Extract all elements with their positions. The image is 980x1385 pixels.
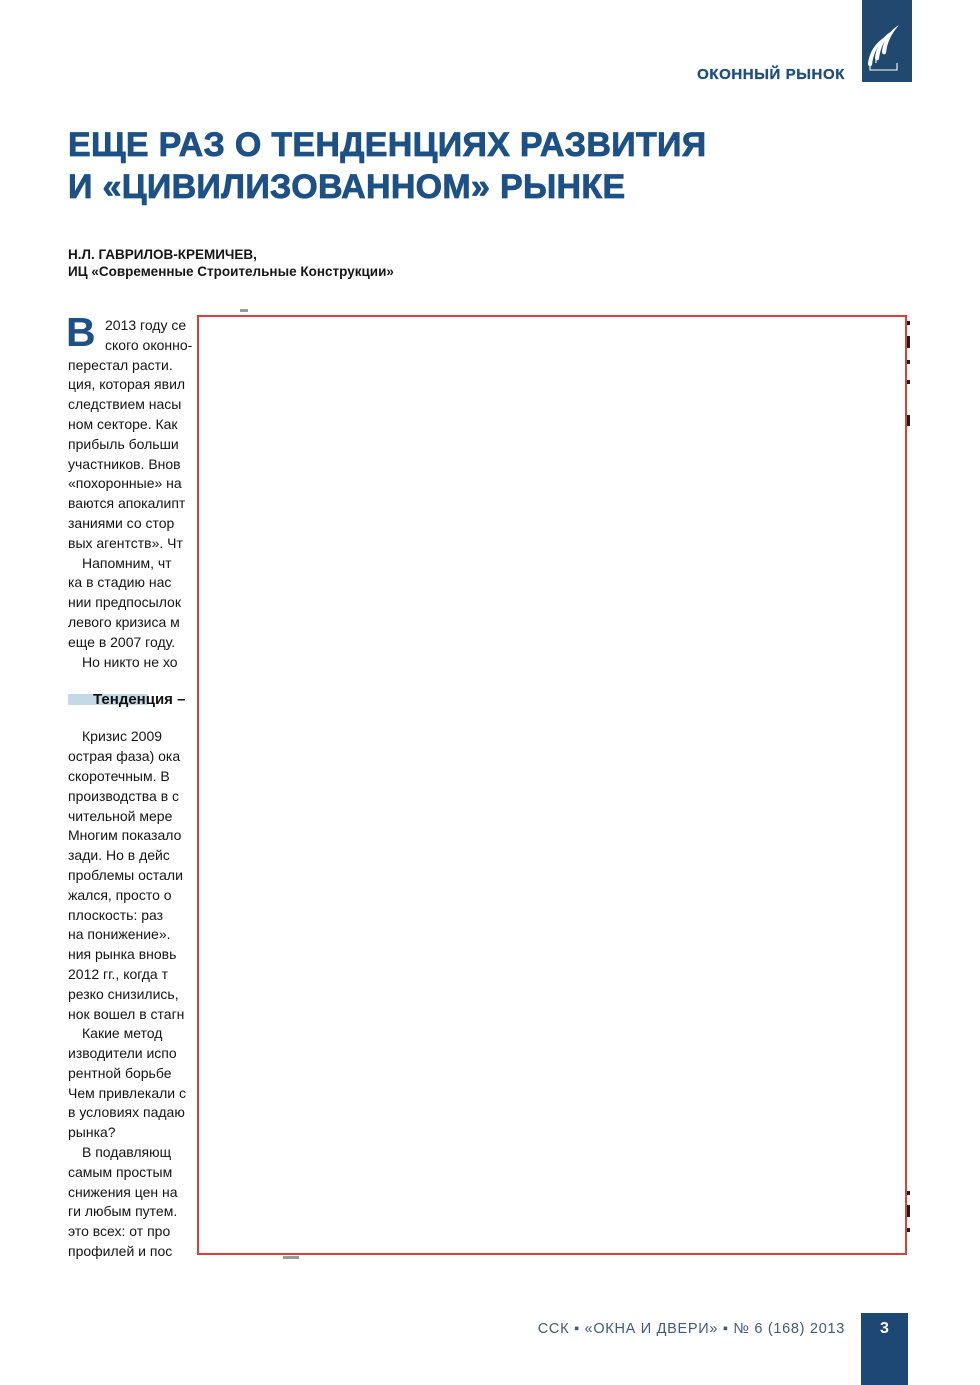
covered-text-fragment [907,415,910,426]
article-line: Многим показало [68,827,182,844]
article-line: левого кризиса м [68,613,180,630]
drop-cap: В [66,309,96,355]
article-line: рентной борьбе [68,1064,172,1081]
article-line: «похоронные» на [68,475,182,492]
article-line: Но никто не хо [82,653,178,670]
covered-text-fragment [907,321,910,325]
article-line: 2013 году се [105,317,187,333]
article-line: ваются апокалипт [68,495,186,512]
article-line: на понижение». [68,926,171,943]
article-line: 2012 гг., когда т [68,965,169,982]
article-line: вых агентств». Чт [68,534,183,551]
article-line: ция, которая явил [68,376,186,393]
article-title-line1: ЕЩЕ РАЗ О ТЕНДЕНЦИЯХ РАЗВИТИЯ [68,126,707,164]
article-line: еще в 2007 году. [68,633,176,650]
article-line: жался, просто о [68,886,172,903]
author-name: Н.Л. ГАВРИЛОВ-КРЕМИЧЕВ, [68,247,257,262]
article-line: В подавляющ [82,1144,172,1161]
article-line: Какие метод [82,1025,163,1042]
subheading-text: Тенденция – [93,691,186,709]
article-line: проблемы остали [68,866,183,883]
article-line: Кризис 2009 [82,728,163,745]
article-title-line2: И «ЦИВИЛИЗОВАННОМ» РЫНКЕ [68,168,626,206]
article-line: перестал расти. [68,356,173,373]
article-line: ского оконно- [105,336,193,353]
page-number: 3 [880,1320,889,1337]
article-line: нии предпосылок [68,594,181,611]
article-line: заниями со стор [68,514,175,531]
article-line: в условиях падаю [68,1104,185,1121]
article-line: Напомним, чт [82,554,172,571]
article-line: следствием насы [68,396,182,413]
covered-text-fragment [907,360,910,364]
article-title [68,124,707,208]
article-line: снижения цен на [68,1183,178,1200]
article-line: производства в с [68,787,180,804]
article-line: резко снизились, [68,985,179,1002]
article-line: прибыль больши [68,435,179,452]
article-line: изводители испо [68,1045,177,1062]
redaction-overlay-box [197,315,907,1255]
article-line: чительной мере [68,807,173,824]
covered-text-fragment [907,1205,910,1217]
covered-text-fragment [283,1256,299,1259]
article-line: ном секторе. Как [68,415,178,432]
footer-journal-line: ССК ▪ «ОКНА И ДВЕРИ» ▪ № 6 (168) 2013 [537,1321,845,1337]
article-line: профилей и пос [68,1243,173,1260]
covered-text-fragment [240,309,248,312]
covered-text-fragment [907,1228,910,1232]
article-line: это всех: от про [68,1223,171,1240]
article-text-column [66,309,199,1262]
subheading-row [68,692,199,708]
article-line: самым простым [68,1163,173,1180]
author-affiliation: ИЦ «Современные Строительные Конструкции» [68,264,394,279]
article-line: ги любым путем. [68,1203,178,1220]
publisher-logo-icon [862,0,912,82]
article-line: острая фаза) ока [68,748,181,765]
covered-text-fragment [907,1191,910,1195]
article-line: зади. Но в дейс [68,847,170,864]
covered-text-fragment [907,336,910,348]
author-block [68,246,394,280]
article-line: скоротечным. В [68,767,170,784]
article-line: ка в стадию нас [68,574,172,591]
article-line: Чем привлекали с [68,1084,186,1101]
article-line: участников. Внов [68,455,181,472]
article-line: нок вошел в стагн [68,1005,185,1022]
covered-text-fragment [907,380,910,384]
page-number-badge [861,1313,908,1385]
article-line: плоскость: раз [68,906,164,923]
article-line: ния рынка вновь [68,946,177,963]
section-label: ОКОННЫЙ РЫНОК [697,66,845,83]
article-line: рынка? [68,1124,116,1141]
